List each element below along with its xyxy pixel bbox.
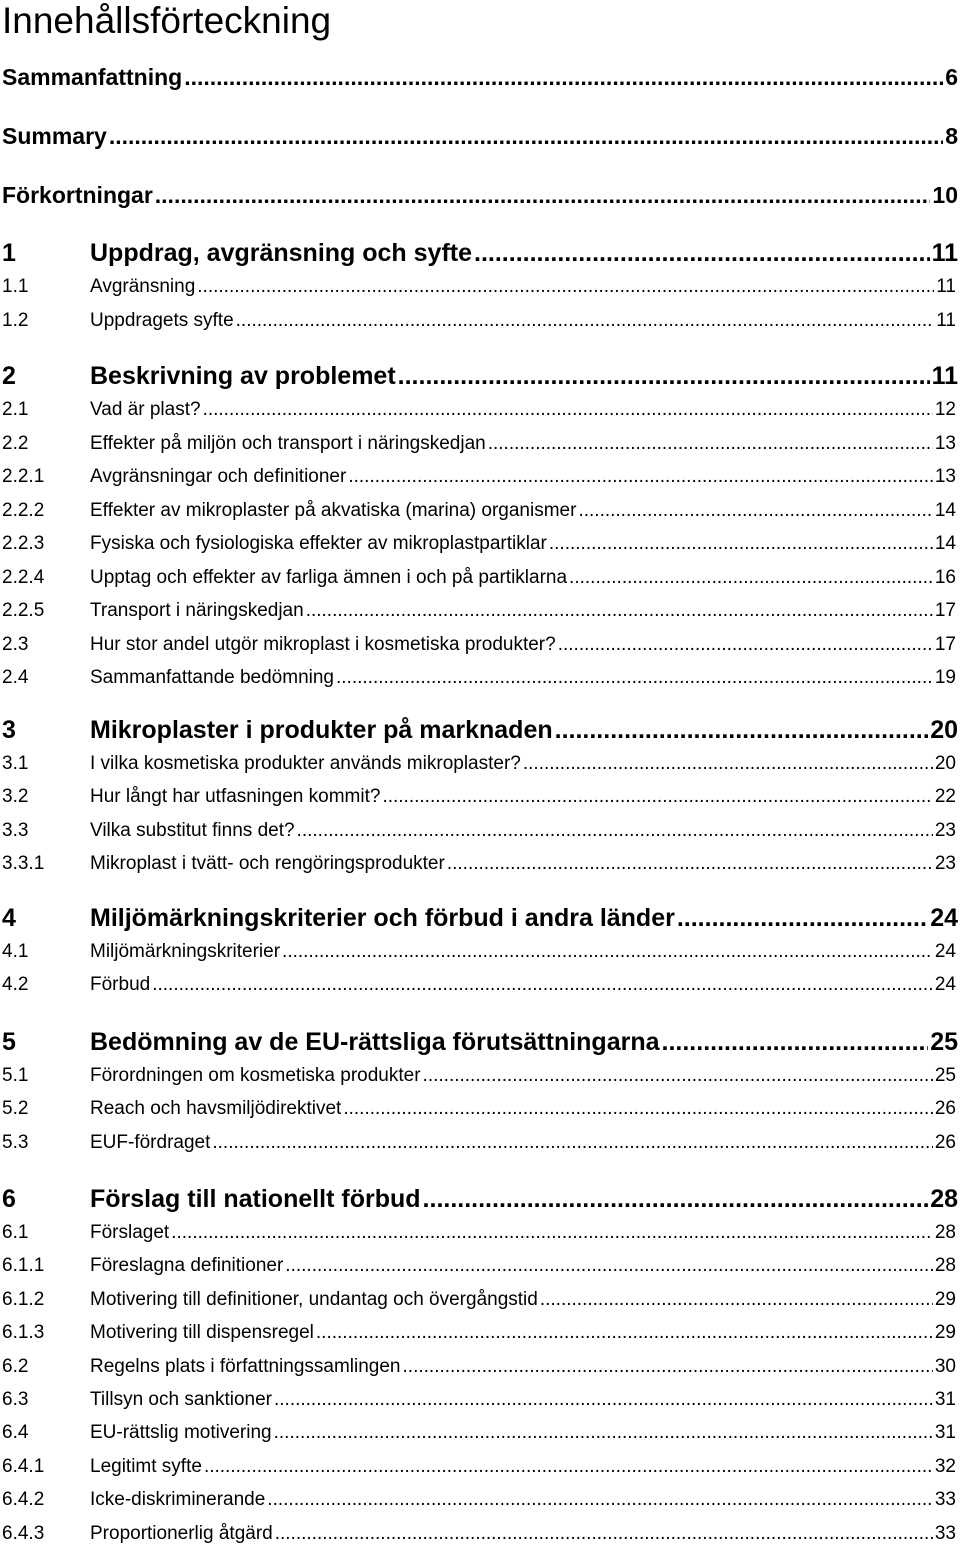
toc-page-number: 24 xyxy=(930,904,958,932)
toc-label: Summary xyxy=(2,123,107,149)
toc-label: Förslag till nationellt förbud xyxy=(90,1185,421,1213)
toc-page-number: 24 xyxy=(934,974,956,995)
toc-number: 2.2.3 xyxy=(2,533,45,554)
dot-leader xyxy=(171,1220,933,1246)
toc-entry[interactable] xyxy=(0,1387,960,1413)
toc-page-number: 22 xyxy=(934,786,956,807)
dot-leader xyxy=(306,598,933,624)
dot-leader xyxy=(677,902,928,934)
toc-page-number: 26 xyxy=(934,1132,956,1153)
toc-page-number: 11 xyxy=(936,276,956,297)
toc-number: 3.2 xyxy=(2,786,29,807)
toc-number: 2.2.2 xyxy=(2,500,45,521)
toc-entry[interactable] xyxy=(0,1354,960,1380)
toc-number: 2.2.1 xyxy=(2,466,45,487)
toc-page-number: 20 xyxy=(930,716,958,744)
toc-number: 5.3 xyxy=(2,1132,29,1153)
toc-number: 3.1 xyxy=(2,753,29,774)
toc-number: 6.2 xyxy=(2,1356,29,1377)
toc-number: 6.4.3 xyxy=(2,1523,45,1544)
toc-label: Regelns plats i författningssamlingen xyxy=(90,1356,401,1377)
toc-entry[interactable] xyxy=(0,1521,960,1547)
dot-leader xyxy=(155,180,931,210)
dot-leader xyxy=(423,1183,929,1215)
dot-leader xyxy=(274,1387,933,1413)
toc-label: Legitimt syfte xyxy=(90,1456,202,1477)
dot-leader xyxy=(343,1096,933,1122)
toc-page-number: 23 xyxy=(934,853,956,874)
toc-page-number: 12 xyxy=(934,399,956,420)
toc-entry[interactable] xyxy=(0,464,960,490)
toc-page-number: 11 xyxy=(936,310,956,331)
dot-leader xyxy=(274,1420,933,1446)
toc-page-number: 29 xyxy=(934,1289,956,1310)
dot-leader xyxy=(212,1130,932,1156)
toc-entry[interactable] xyxy=(0,531,960,557)
toc-label: Effekter på miljön och transport i näringskedjan xyxy=(90,433,486,454)
toc-label: Reach och havsmiljödirektivet xyxy=(90,1098,342,1119)
toc-entry[interactable] xyxy=(0,751,960,777)
toc-label: EU-rättslig motivering xyxy=(90,1422,272,1443)
dot-leader xyxy=(447,851,933,877)
toc-title-entry[interactable] xyxy=(0,180,960,210)
toc-entry[interactable] xyxy=(0,1063,960,1089)
dot-leader xyxy=(403,1354,933,1380)
toc-label: Miljömärkningskriterier xyxy=(90,941,281,962)
toc-page-number: 28 xyxy=(934,1222,956,1243)
toc-label: Avgränsningar och definitioner xyxy=(90,466,347,487)
toc-label: Förordningen om kosmetiska produkter xyxy=(90,1065,421,1086)
toc-label: Motivering till definitioner, undantag och övergångstid xyxy=(90,1289,538,1310)
toc-number: 6.1.2 xyxy=(2,1289,45,1310)
toc-entry[interactable] xyxy=(0,1253,960,1279)
toc-label: Vilka substitut finns det? xyxy=(90,820,295,841)
toc-number: 4 xyxy=(2,904,16,932)
toc-page-number: 26 xyxy=(934,1098,956,1119)
toc-number: 5.1 xyxy=(2,1065,29,1086)
toc-entry[interactable] xyxy=(0,598,960,624)
toc-entry[interactable] xyxy=(0,851,960,877)
toc-entry[interactable] xyxy=(0,1487,960,1513)
toc-chapter[interactable] xyxy=(0,1026,960,1058)
toc-label: Motivering till dispensregel xyxy=(90,1322,314,1343)
toc-label: Sammanfattning xyxy=(2,64,183,90)
toc-number: 6.4.2 xyxy=(2,1489,45,1510)
toc-page-number: 31 xyxy=(934,1389,956,1410)
toc-page-number: 20 xyxy=(934,753,956,774)
dot-leader xyxy=(558,632,933,658)
toc-page-number: 6 xyxy=(945,64,958,90)
toc-label: Mikroplaster i produkter på marknaden xyxy=(90,716,553,744)
toc-label: Icke-diskriminerande xyxy=(90,1489,266,1510)
toc-number: 2.1 xyxy=(2,399,29,420)
toc-entry[interactable] xyxy=(0,784,960,810)
toc-page-number: 28 xyxy=(930,1185,958,1213)
toc-label: Beskrivning av problemet xyxy=(90,362,396,390)
toc-page-number: 13 xyxy=(934,433,956,454)
toc-entry[interactable] xyxy=(0,632,960,658)
toc-number: 5.2 xyxy=(2,1098,29,1119)
dot-leader xyxy=(197,274,934,300)
toc-number: 2 xyxy=(2,362,16,390)
toc-label: Förbud xyxy=(90,974,151,995)
toc-label: Fysiska och fysiologiska effekter av mikroplastpartiklar xyxy=(90,533,547,554)
dot-leader xyxy=(348,464,933,490)
toc-page-number: 10 xyxy=(932,182,958,208)
toc-entry[interactable] xyxy=(0,397,960,423)
toc-page-number: 29 xyxy=(934,1322,956,1343)
toc-label: Vad är plast? xyxy=(90,399,201,420)
toc-label: Tillsyn och sanktioner xyxy=(90,1389,272,1410)
toc-page-number: 11 xyxy=(931,362,958,390)
toc-label: EUF-fördraget xyxy=(90,1132,211,1153)
toc-label: Avgränsning xyxy=(90,276,196,297)
toc-label: Upptag och effekter av farliga ämnen i och på partiklarna xyxy=(90,567,568,588)
toc-label: Hur långt har utfasningen kommit? xyxy=(90,786,381,807)
toc-number: 6.3 xyxy=(2,1389,29,1410)
dot-leader xyxy=(423,1063,933,1089)
toc-page-number: 33 xyxy=(934,1523,956,1544)
toc-number: 4.2 xyxy=(2,974,29,995)
toc-page-number: 13 xyxy=(934,466,956,487)
toc-label: Transport i näringskedjan xyxy=(90,600,304,621)
toc-entry[interactable] xyxy=(0,1454,960,1480)
toc-label: Uppdrag, avgränsning och syfte xyxy=(90,239,473,267)
toc-number: 6 xyxy=(2,1185,16,1213)
dot-leader xyxy=(152,972,933,998)
toc-label: Förslaget xyxy=(90,1222,170,1243)
toc-label: Effekter av mikroplaster på akvatiska (marina) organismer xyxy=(90,500,577,521)
toc-page-number: 33 xyxy=(934,1489,956,1510)
toc-label: Sammanfattande bedömning xyxy=(90,667,334,688)
dot-leader xyxy=(285,1253,933,1279)
toc-number: 6.1.3 xyxy=(2,1322,45,1343)
toc-page-number: 24 xyxy=(934,941,956,962)
toc-number: 3.3.1 xyxy=(2,853,45,874)
toc-number: 3.3 xyxy=(2,820,29,841)
dot-leader xyxy=(267,1487,933,1513)
toc-entry[interactable] xyxy=(0,1220,960,1246)
toc-label: Förkortningar xyxy=(2,182,153,208)
toc-label: I vilka kosmetiska produkter används mikroplaster? xyxy=(90,753,521,774)
toc-entry[interactable] xyxy=(0,665,960,691)
toc-number: 2.2 xyxy=(2,433,29,454)
toc-entry[interactable] xyxy=(0,431,960,457)
dot-leader xyxy=(488,431,933,457)
toc-number: 2.2.5 xyxy=(2,600,45,621)
toc-page-number: 32 xyxy=(934,1456,956,1477)
toc-entry[interactable] xyxy=(0,1320,960,1346)
toc-entry[interactable] xyxy=(0,939,960,965)
toc-page-number: 25 xyxy=(930,1028,958,1056)
toc-page-number: 28 xyxy=(934,1255,956,1276)
dot-leader xyxy=(336,665,933,691)
toc-page-number: 31 xyxy=(934,1422,956,1443)
dot-leader xyxy=(316,1320,933,1346)
toc-number: 2.2.4 xyxy=(2,567,45,588)
toc-number: 6.4 xyxy=(2,1422,29,1443)
toc-page-number: 23 xyxy=(934,820,956,841)
toc-entry[interactable] xyxy=(0,1420,960,1446)
toc-entry[interactable] xyxy=(0,308,960,334)
toc-entry[interactable] xyxy=(0,274,960,300)
toc-entry[interactable] xyxy=(0,498,960,524)
toc-chapter[interactable] xyxy=(0,1183,960,1215)
toc-number: 1.1 xyxy=(2,276,29,297)
dot-leader xyxy=(540,1287,933,1313)
dot-leader xyxy=(569,565,933,591)
dot-leader xyxy=(549,531,933,557)
toc-number: 2.3 xyxy=(2,634,29,655)
toc-label: Uppdragets syfte xyxy=(90,310,234,331)
toc-number: 6.1.1 xyxy=(2,1255,45,1276)
dot-leader xyxy=(382,784,932,810)
toc-chapter[interactable] xyxy=(0,237,960,269)
toc-number: 1.2 xyxy=(2,310,29,331)
toc-page-number: 17 xyxy=(934,600,956,621)
toc-page-number: 14 xyxy=(934,500,956,521)
dot-leader xyxy=(578,498,932,524)
toc-page-number: 14 xyxy=(934,533,956,554)
toc-title-entry[interactable] xyxy=(0,62,960,92)
toc-label: Hur stor andel utgör mikroplast i kosmetiska produkter? xyxy=(90,634,556,655)
dot-leader xyxy=(236,308,935,334)
dot-leader xyxy=(184,62,943,92)
toc-chapter[interactable] xyxy=(0,360,960,392)
toc-entry[interactable] xyxy=(0,1130,960,1156)
dot-leader xyxy=(474,237,930,269)
dot-leader xyxy=(204,1454,933,1480)
toc-number: 6.1 xyxy=(2,1222,29,1243)
toc-number: 4.1 xyxy=(2,941,29,962)
toc-number: 1 xyxy=(2,239,16,267)
toc-entry[interactable] xyxy=(0,1287,960,1313)
dot-leader xyxy=(282,939,933,965)
toc-entry[interactable] xyxy=(0,1096,960,1122)
toc-page-number: 11 xyxy=(931,239,958,267)
toc-number: 2.4 xyxy=(2,667,29,688)
dot-leader xyxy=(297,818,933,844)
toc-number: 5 xyxy=(2,1028,16,1056)
toc-entry[interactable] xyxy=(0,818,960,844)
dot-leader xyxy=(662,1026,929,1058)
toc-number: 6.4.1 xyxy=(2,1456,45,1477)
toc-label: Föreslagna definitioner xyxy=(90,1255,284,1276)
toc-label: Miljömärkningskriterier och förbud i andra länder xyxy=(90,904,675,932)
toc-entry[interactable] xyxy=(0,565,960,591)
toc-chapter[interactable] xyxy=(0,714,960,746)
toc-label: Proportionerlig åtgärd xyxy=(90,1523,273,1544)
toc-number: 3 xyxy=(2,716,16,744)
toc-title-entry[interactable] xyxy=(0,121,960,151)
dot-leader xyxy=(555,714,929,746)
toc-page-number: 8 xyxy=(945,123,958,149)
toc-entry[interactable] xyxy=(0,972,960,998)
dot-leader xyxy=(109,121,943,151)
toc-page-number: 30 xyxy=(934,1356,956,1377)
dot-leader xyxy=(275,1521,933,1547)
dot-leader xyxy=(398,360,930,392)
toc-page-number: 17 xyxy=(934,634,956,655)
dot-leader xyxy=(203,397,933,423)
toc-label: Bedömning av de EU-rättsliga förutsättningarna xyxy=(90,1028,660,1056)
toc-page-number: 16 xyxy=(934,567,956,588)
toc-page-number: 25 xyxy=(934,1065,956,1086)
toc-label: Mikroplast i tvätt- och rengöringsprodukter xyxy=(90,853,445,874)
toc-page-number: 19 xyxy=(934,667,956,688)
toc-chapter[interactable] xyxy=(0,902,960,934)
page-title: Innehållsförteckning xyxy=(2,0,332,41)
dot-leader xyxy=(523,751,933,777)
